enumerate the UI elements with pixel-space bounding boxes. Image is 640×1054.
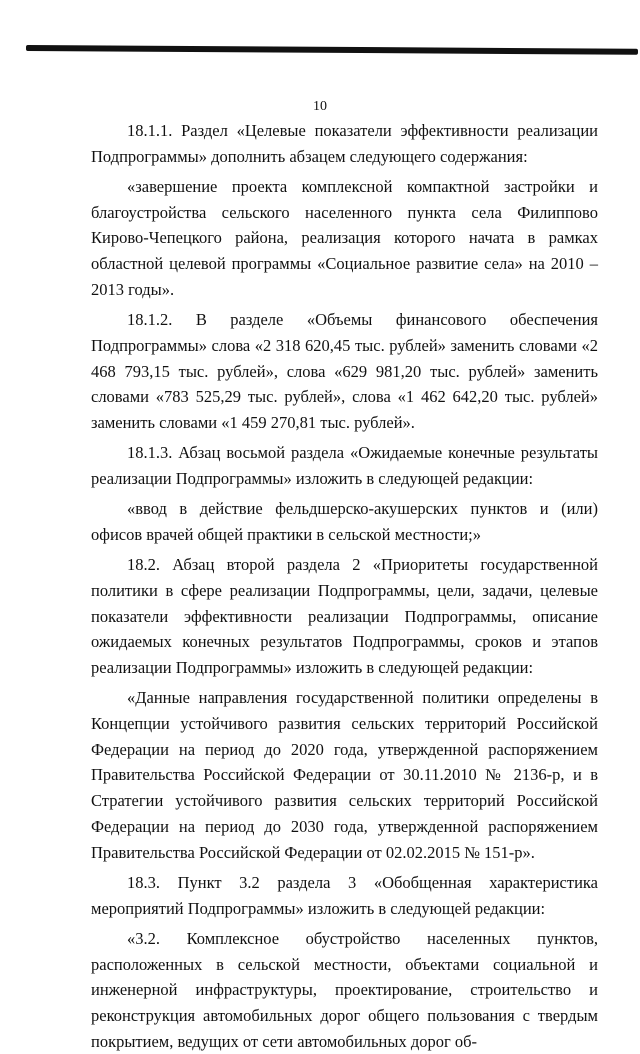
paragraph-18-3: 18.3. Пункт 3.2 раздела 3 «Обобщенная характеристика мероприятий Подпрограммы» изложить в следующей редакции: xyxy=(91,872,598,918)
document-body xyxy=(91,118,598,1054)
paragraph-18-2: 18.2. Абзац второй раздела 2 «Приоритеты государственной политики в сфере реализации Подпрограммы, цели, задачи, целевые показатели эффективности реализации Подпрограммы, описание ожидаемых конечных результатов Подпрограммы, сроков и этапов реализации Подпрограммы» изложить в следующей редакции: xyxy=(91,555,598,678)
paragraph-quote-filippovo: «завершение проекта комплексной компактной застройки и благоустройства сельского населенного пункта села Филиппово Кирово-Чепецкого района, реализация которого начата в рамках областной целевой программы «Социальное развитие села» на 2010 – 2013 годы». xyxy=(91,177,598,299)
header-rule xyxy=(26,45,638,55)
paragraph-18-1-2: 18.1.2. В разделе «Объемы финансового обеспечения Подпрограммы» слова «2 318 620,45 тыс. рублей» заменить словами «2 468 793,15 тыс. рублей», слова «629 981,20 тыс. рублей» заменить словами «783 525,29 тыс. рублей», слова «1 462 642,20 тыс. рублей» заменить словами «1 459 270,81 тыс. рублей». xyxy=(91,310,598,432)
paragraph-quote-3-2: «3.2. Комплексное обустройство населенных пунктов, расположенных в сельской местности, объектами социальной и инженерной инфраструктуры, проектирование, строительство и реконструкция автомобильных дорог общего пользования с твердым покрытием, ведущих от сети автомобильных дорог об- xyxy=(91,928,598,1051)
paragraph-18-1-1: 18.1.1. Раздел «Целевые показатели эффективности реализации Подпрограммы» дополнить абзацем следующего содержания: xyxy=(91,121,598,166)
paragraph-18-1-3: 18.1.3. Абзац восьмой раздела «Ожидаемые конечные результаты реализации Подпрограммы» изложить в следующей редакции: xyxy=(91,443,598,488)
page-number: 10 xyxy=(313,99,327,114)
paragraph-quote-fap: «ввод в действие фельдшерско-акушерских пунктов и (или) офисов врачей общей практики в сельской местности;» xyxy=(91,499,598,544)
paragraph-quote-concept: «Данные направления государственной политики определены в Концепции устойчивого развития сельских территорий Российской Федерации на период до 2020 года, утвержденной распоряжением Правительства Российской Федерации от 30.11.2010 № 2136-р, и в Стратегии устойчивого развития сельских территорий Российской Федерации на период до 2030 года, утвержденной распоряжением Правительства Российской Федерации от 02.02.2015 № 151-р». xyxy=(91,688,598,862)
